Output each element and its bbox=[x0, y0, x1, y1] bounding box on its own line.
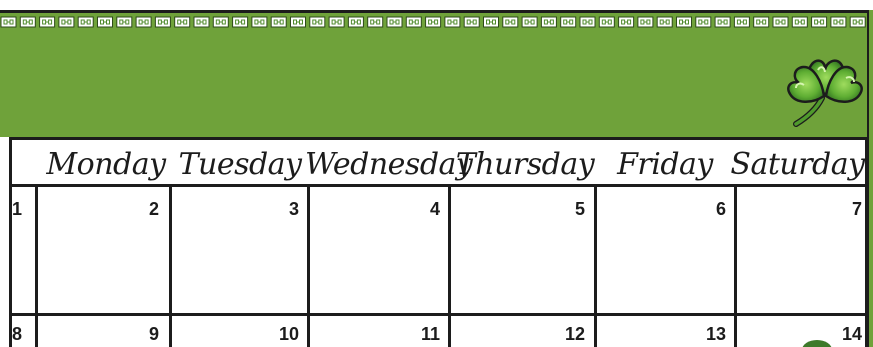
date-cell-number[interactable]: 1 bbox=[12, 199, 23, 219]
date-cell-number[interactable]: 9 bbox=[148, 324, 159, 344]
date-cell-number[interactable]: 7 bbox=[851, 199, 862, 219]
date-cell-number[interactable]: 8 bbox=[12, 324, 23, 344]
date-cell-number[interactable]: 12 bbox=[564, 324, 585, 344]
date-cell-number[interactable]: 6 bbox=[715, 199, 726, 219]
header-banner bbox=[0, 10, 873, 137]
grid-line-col-3 bbox=[307, 184, 310, 347]
knot-border-strip bbox=[0, 16, 873, 29]
date-cell-number[interactable]: 10 bbox=[278, 324, 299, 344]
date-cell-number[interactable]: 5 bbox=[574, 199, 585, 219]
shamrock-icon bbox=[782, 52, 868, 132]
grid-line-week-divider bbox=[10, 313, 867, 316]
date-cell-number[interactable]: 4 bbox=[429, 199, 440, 219]
weekday-friday: Friday bbox=[617, 147, 713, 182]
weekday-thursday: Thursday bbox=[455, 147, 595, 182]
grid-line-col-4 bbox=[448, 184, 451, 347]
date-cell-number[interactable]: 3 bbox=[288, 199, 299, 219]
weekday-tuesday: Tuesday bbox=[178, 147, 302, 182]
weekday-saturday: Saturday bbox=[730, 147, 865, 182]
weekday-wednesday: Wednesday bbox=[305, 147, 473, 182]
weekday-monday: Monday bbox=[46, 147, 166, 182]
grid-line-header-bottom bbox=[10, 184, 867, 187]
grid-line-right bbox=[865, 137, 868, 347]
date-cell-number[interactable]: 11 bbox=[420, 324, 440, 344]
date-cell-number[interactable]: 13 bbox=[705, 324, 726, 344]
grid-line-col-5 bbox=[594, 184, 597, 347]
grid-line-col-6 bbox=[734, 184, 737, 347]
date-cell-number[interactable]: 2 bbox=[148, 199, 159, 219]
grid-line-col-2 bbox=[169, 184, 172, 347]
date-cell-number[interactable]: 14 bbox=[841, 324, 862, 344]
